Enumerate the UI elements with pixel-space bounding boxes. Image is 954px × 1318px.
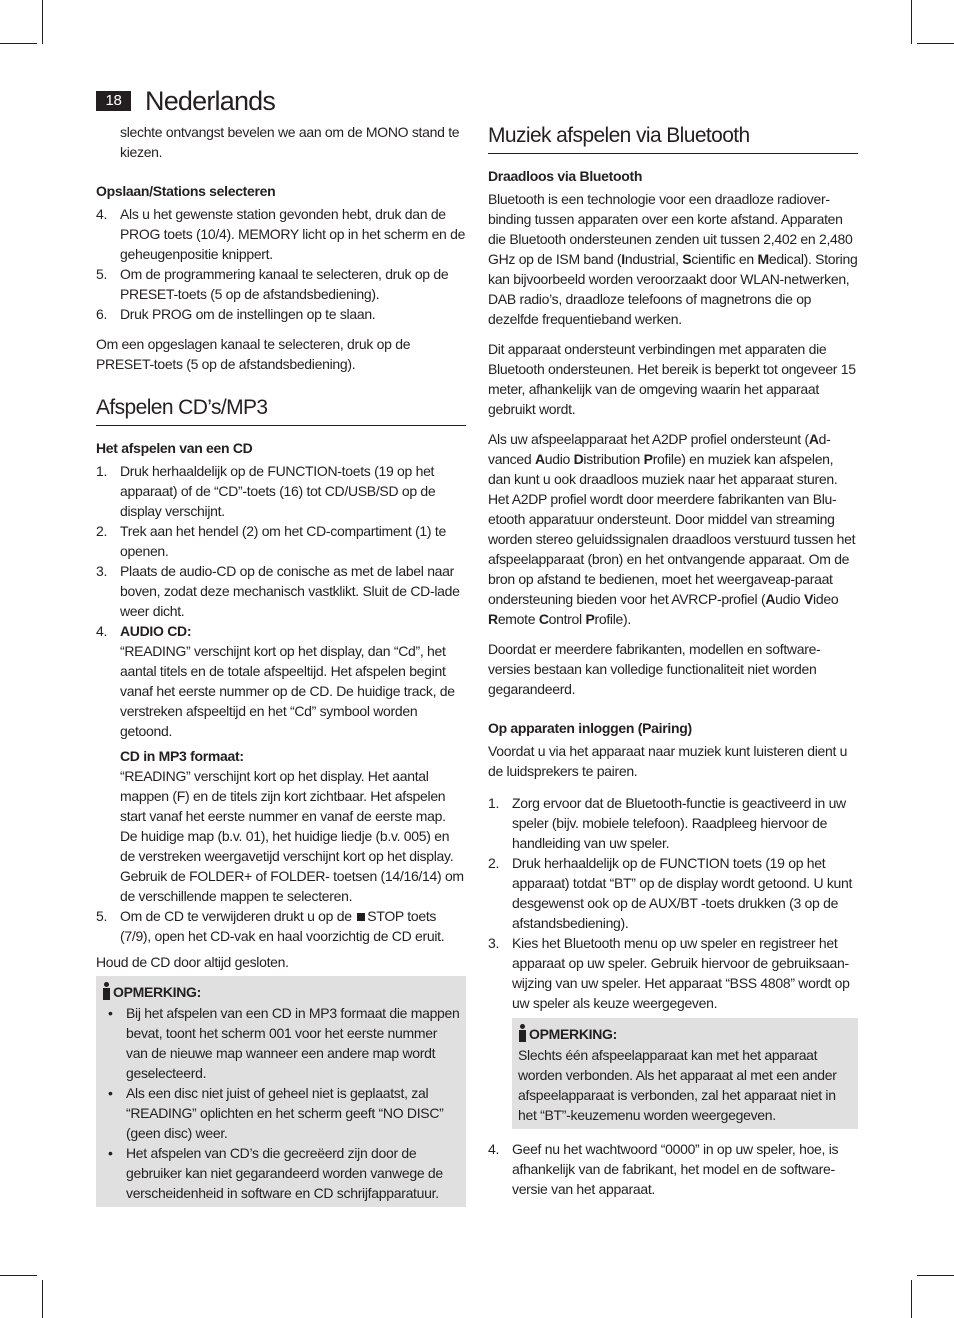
audio-cd-text: “READING” verschijnt kort op het display, dan “Cd”, het aantal titels en de totale afspeeltijd. Het afspelen begint vanaf het eerste nummer op de CD. De huidige track, de verstreken afspeeltijd en het “Cd” symbool worden getoond.: [120, 643, 455, 739]
stop-icon: [357, 913, 365, 921]
list-item: • Bij het afspelen van een CD in MP3 formaat die mappen bevat, toont het scherm 001 voor het eerste nummer van de nieuwe map wanneer een andere map wordt geselecteerd.: [102, 1003, 460, 1083]
crop-mark: [42, 1280, 43, 1318]
bluetooth-para-4: Doordat er meerdere fabrikanten, modellen en software-versies bestaan kan volledige functionaliteit niet worden gegarandeerd.: [488, 641, 821, 697]
bluetooth-section-heading: Muziek afspelen via Bluetooth: [488, 122, 858, 154]
list-item: • Het afspelen van CD’s die gecreëerd zijn door de gebruiker kan niet gegarandeerd worden vanwege de verscheidenheid in software en CD schrijfapparatuur.: [102, 1143, 460, 1203]
pairing-steps: [488, 793, 858, 1013]
note-list: [102, 1003, 460, 1203]
mp3-text: “READING” verschijnt kort op het display. Het aantal mappen (F) en de titels zijn kort zichtbaar. Het afspelen start vanaf het eerste nummer en vanaf de eerste map. De huidige map (b.v. 01), het huidige liedje (b.v. 005) en de verstreken weergavetijd verschijnt kort op het display. Gebruik de FOLDER+ of FOLDER- toetsen (14/16/14) om de verschillende mappen te selecteren.: [120, 768, 464, 904]
crop-mark: [917, 43, 954, 44]
note-box: [512, 1018, 858, 1129]
right-column: [488, 122, 858, 1209]
audio-cd-label: AUDIO CD:: [120, 623, 192, 639]
intro-text: slechte ontvangst bevelen we aan om de MONO stand te kiezen.: [120, 124, 460, 160]
bluetooth-subheading: Draadloos via Bluetooth: [488, 168, 643, 184]
pairing-steps-continued: [488, 1139, 858, 1199]
note-title: OPMERKING:: [529, 1026, 618, 1042]
cd-section-heading: Afspelen CD’s/MP3: [96, 394, 466, 426]
bluetooth-para-3: Als uw afspeelapparaat het A2DP profiel ondersteunt (Ad-vanced Audio Distribution Profile) en muziek kan afspelen, dan kunt u ook draadloos muziek naar het apparaat sturen. Het A2DP profiel wordt door meerdere fabrikanten van Blu-etooth apparatuur ondersteunt. Door middel van streaming worden stereo geluidssignalen draadloos verstuurd tussen het afspeelapparaat (bron) en het ontvangende apparaat. Om de bron op afstand te bedienen, moet het weergaveap-paraat ondersteuning bieden voor het AVRCP-profiel (Audio Video Remote Control Profile).: [488, 431, 856, 627]
opslaan-steps: [96, 204, 466, 324]
list-item: 2. Trek aan het hendel (2) om het CD-compartiment (1) te openen.: [96, 523, 446, 559]
list-item: 4. Geef nu het wachtwoord “0000” in op uw speler, hoe, is afhankelijk van de fabrikant, het model en de software-versie van het apparaat.: [488, 1141, 839, 1197]
list-item: 6. Druk PROG om de instellingen op te slaan.: [96, 306, 376, 322]
crop-mark: [0, 43, 37, 44]
mp3-label: CD in MP3 formaat:: [120, 748, 244, 764]
info-icon: [102, 982, 110, 1000]
left-column: [96, 122, 466, 1217]
crop-mark: [42, 0, 43, 44]
opslaan-subheading: Opslaan/Stations selecteren: [96, 183, 276, 199]
page-number: 18: [96, 91, 131, 111]
list-item: 5. Om de programmering kanaal te selecteren, druk op de PRESET-toets (5 op de afstandsbediening).: [96, 266, 449, 302]
crop-mark: [0, 1275, 37, 1276]
note-text: Slechts één afspeelapparaat kan met het apparaat worden verbonden. Als het apparaat al met een ander afspeelapparaat is verbonden, zal het apparaat niet in het “BT”-keuzemenu worden weergegeven.: [518, 1047, 837, 1123]
list-item: • Als een disc niet juist of geheel niet is geplaatst, zal “READING” oplichten en het scherm geeft “NO DISC” (geen disc) weer.: [102, 1083, 460, 1143]
list-item: 1. Druk herhaaldelijk op de FUNCTION-toets (19 op het apparaat) of de “CD”-toets (16) tot CD/USB/SD op de display verschijnt.: [96, 463, 436, 519]
list-item: 5. Om de CD te verwijderen drukt u op de STOP toets (7/9), open het CD-vak en haal voorzichtig de CD eruit.: [96, 908, 445, 944]
pairing-subheading: Op apparaten inloggen (Pairing): [488, 720, 692, 736]
crop-mark: [917, 1275, 954, 1276]
crop-mark: [911, 0, 912, 44]
note-title: OPMERKING:: [113, 984, 202, 1000]
list-item: 4. AUDIO CD: “READING” verschijnt kort op het display, dan “Cd”, het aantal titels en de totale afspeeltijd. Het afspelen begint vanaf het eerste nummer op de CD. De huidige track, de verstreken afspeeltijd en het “Cd” symbool worden getoond. CD in MP3 formaat: “READING” verschijnt kort op het display. Het aantal mappen (F) en de titels zijn kort zichtbaar. Het afspelen start vanaf het eerste nummer en vanaf de eerste map. De huidige map (b.v. 01), het huidige liedje (b.v. 005) en de verstreken weergavetijd verschijnt kort op het display. Gebruik de FOLDER+ of FOLDER- toetsen (14/16/14) om de verschillende mappen te selecteren.: [96, 621, 466, 906]
crop-mark: [911, 1280, 912, 1318]
bluetooth-para-2: Dit apparaat ondersteunt verbindingen met apparaten die Bluetooth ondersteunen. Het bereik is beperkt tot ongeveer 15 meter, afhankelijk van de omgeving waarin het apparaat gebruikt wordt.: [488, 341, 856, 417]
cd-subheading: Het afspelen van een CD: [96, 440, 253, 456]
list-item: 3. Kies het Bluetooth menu op uw speler en registreer het apparaat op uw speler. Gebruik hiervoor de gebruiksaan-wijzing van uw speler. Het apparaat “BSS 4808” wordt op uw speler als keuze weergegeven.: [488, 935, 850, 1011]
list-item: 4. Als u het gewenste station gevonden hebt, druk dan de PROG toets (10/4). MEMORY licht op in het scherm en de geheugenpositie knippert.: [96, 206, 466, 262]
list-item: 2. Druk herhaaldelijk op de FUNCTION toets (19 op het apparaat) totdat “BT” op de display wordt getoond. U kunt desgewenst ook op de AUX/BT -toets drukken (3 op de afstandsbediening).: [488, 855, 853, 931]
list-item: 3. Plaats de audio-CD op de conische as met de label naar boven, zodat deze mechanisch vastklikt. Sluit de CD-lade weer dicht.: [96, 563, 460, 619]
note-box: [96, 976, 466, 1207]
list-item: 1. Zorg ervoor dat de Bluetooth-functie is geactiveerd in uw speler (bijv. mobiele telefoon). Raadpleeg hiervoor de handleiding van uw speler.: [488, 795, 846, 851]
cd-steps: [96, 461, 466, 946]
pairing-intro: Voordat u via het apparaat naar muziek kunt luisteren dient u de luidsprekers te pairen.: [488, 743, 848, 779]
info-icon: [518, 1024, 526, 1042]
bluetooth-para-1: Bluetooth is een technologie voor een draadloze radiover-binding tussen apparaten over een korte afstand. Apparaten die Bluetooth ondersteunen zenden uit tussen 2,402 en 2,480 GHz op de ISM band (Industrial, Scientific en Medical). Storing kan bijvoorbeeld worden veroorzaakt door WLAN-netwerken, DAB radio’s, draadloze telefoons of magnetrons die op dezelfde frequentieband werken.: [488, 191, 858, 327]
page-title: Nederlands: [145, 86, 276, 116]
closing-text: Houd de CD door altijd gesloten.: [96, 954, 289, 970]
opslaan-paragraph: Om een opgeslagen kanaal te selecteren, druk op de PRESET-toets (5 op de afstandsbediening).: [96, 336, 411, 372]
